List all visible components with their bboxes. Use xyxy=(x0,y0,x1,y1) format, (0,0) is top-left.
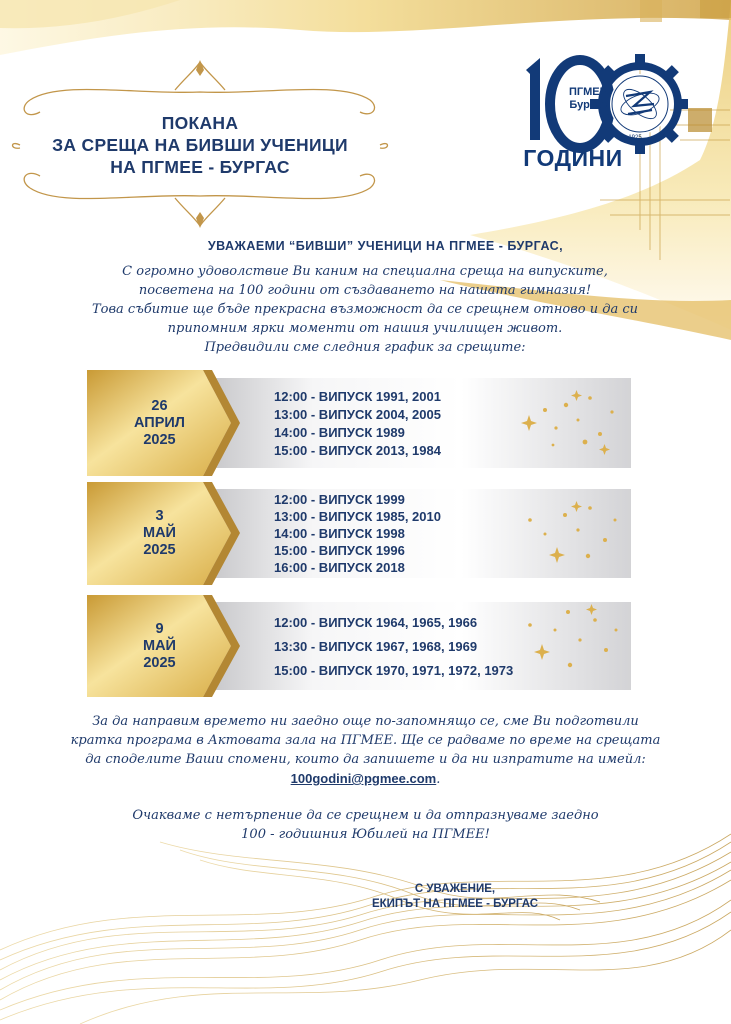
time-slots xyxy=(274,482,441,585)
date-year: 2025 xyxy=(143,431,176,448)
outro-line: да споделите Ваши спомени, които да запишете и да ни изпратите на имейл: xyxy=(85,752,646,767)
date-year: 2025 xyxy=(143,654,176,671)
time-slot: 14:00 - ВИПУСК 1989 xyxy=(274,424,405,440)
greeting: УВАЖАЕМИ “БИВШИ” УЧЕНИЦИ НА ПГМЕЕ - БУРГАС, xyxy=(207,239,564,253)
time-slot: 12:00 - ВИПУСК 1999 xyxy=(274,492,405,507)
time-slot: 13:00 - ВИПУСК 2004, 2005 xyxy=(274,406,441,422)
logo-caption: ГОДИНИ xyxy=(523,145,623,171)
time-slot: 12:00 - ВИПУСК 1991, 2001 xyxy=(274,388,441,404)
time-slot: 15:00 - ВИПУСК 2013, 1984 xyxy=(274,442,441,458)
date-day: 9 xyxy=(155,620,164,637)
date-box xyxy=(87,370,232,476)
date-month: МАЙ xyxy=(143,637,176,654)
invitation-title xyxy=(20,112,380,178)
schedule-row-2 xyxy=(87,482,631,585)
time-slot: 12:00 - ВИПУСК 1964, 1965, 1966 xyxy=(274,614,478,630)
time-slot: 13:30 - ВИПУСК 1967, 1968, 1969 xyxy=(274,638,478,654)
time-slot: 13:00 - ВИПУСК 1985, 2010 xyxy=(274,509,441,524)
title-line-3: НА ПГМЕЕ - БУРГАС xyxy=(110,157,290,177)
date-year: 2025 xyxy=(143,542,176,558)
intro-line: Предвидили сме следния график за срещите: xyxy=(204,340,526,355)
closing-line: Очакваме с нетърпение да се срещнем и да отпразнуваме заедно xyxy=(132,808,599,823)
intro-line: посветена на 100 години от създаването на нашата гимназия! xyxy=(138,283,592,298)
signature-line: С УВАЖЕНИЕ, xyxy=(414,883,496,895)
time-slot: 16:00 - ВИПУСК 2018 xyxy=(274,560,405,575)
time-slots xyxy=(274,370,441,476)
intro-line: Това събитие ще бъде прекрасна възможност да се срещнем отново и да си xyxy=(91,302,639,317)
email-suffix: . xyxy=(436,772,441,787)
time-slot: 15:00 - ВИПУСК 1970, 1971, 1972, 1973 xyxy=(274,662,514,678)
date-day: 3 xyxy=(155,508,164,524)
time-slots xyxy=(274,595,513,697)
title-line-2: ЗА СРЕЩА НА БИВШИ УЧЕНИЦИ xyxy=(52,135,348,155)
intro-line: С огромно удоволствие Ви каним на специална среща на випуските, xyxy=(122,264,608,279)
signature xyxy=(290,882,620,912)
outro-line: кратка програма в Актовата зала на ПГМЕЕ. Ще се радваме по време на срещата xyxy=(70,733,661,748)
logo-abbr: ПГМЕЕ Бургас xyxy=(569,86,607,111)
schedule-row-3 xyxy=(87,595,631,697)
time-slot: 15:00 - ВИПУСК 1996 xyxy=(274,543,405,558)
email-link[interactable]: 100godini@pgmee.com xyxy=(290,771,437,786)
date-month: МАЙ xyxy=(143,525,176,541)
outro-line: За да направим времето ни заедно още по-запомнящо се, сме Ви подготвили xyxy=(92,714,639,729)
outro-paragraph xyxy=(20,712,711,789)
date-box xyxy=(87,595,232,697)
schedule-row-1 xyxy=(87,370,631,476)
intro-paragraph xyxy=(25,262,705,357)
title-line-1: ПОКАНА xyxy=(161,113,239,133)
closing-paragraph xyxy=(20,806,711,844)
date-day: 26 xyxy=(151,397,168,414)
logo-year: 1925 xyxy=(628,135,642,141)
date-box xyxy=(87,482,232,585)
closing-line: 100 - годишния Юбилей на ПГМЕЕ! xyxy=(241,827,490,842)
signature-line: ЕКИПЪТ НА ПГМЕЕ - БУРГАС xyxy=(371,898,539,910)
time-slot: 14:00 - ВИПУСК 1998 xyxy=(274,526,405,541)
intro-line: припомним ярки моменти от нашия училищен живот. xyxy=(167,321,563,336)
date-month: АПРИЛ xyxy=(134,414,185,431)
